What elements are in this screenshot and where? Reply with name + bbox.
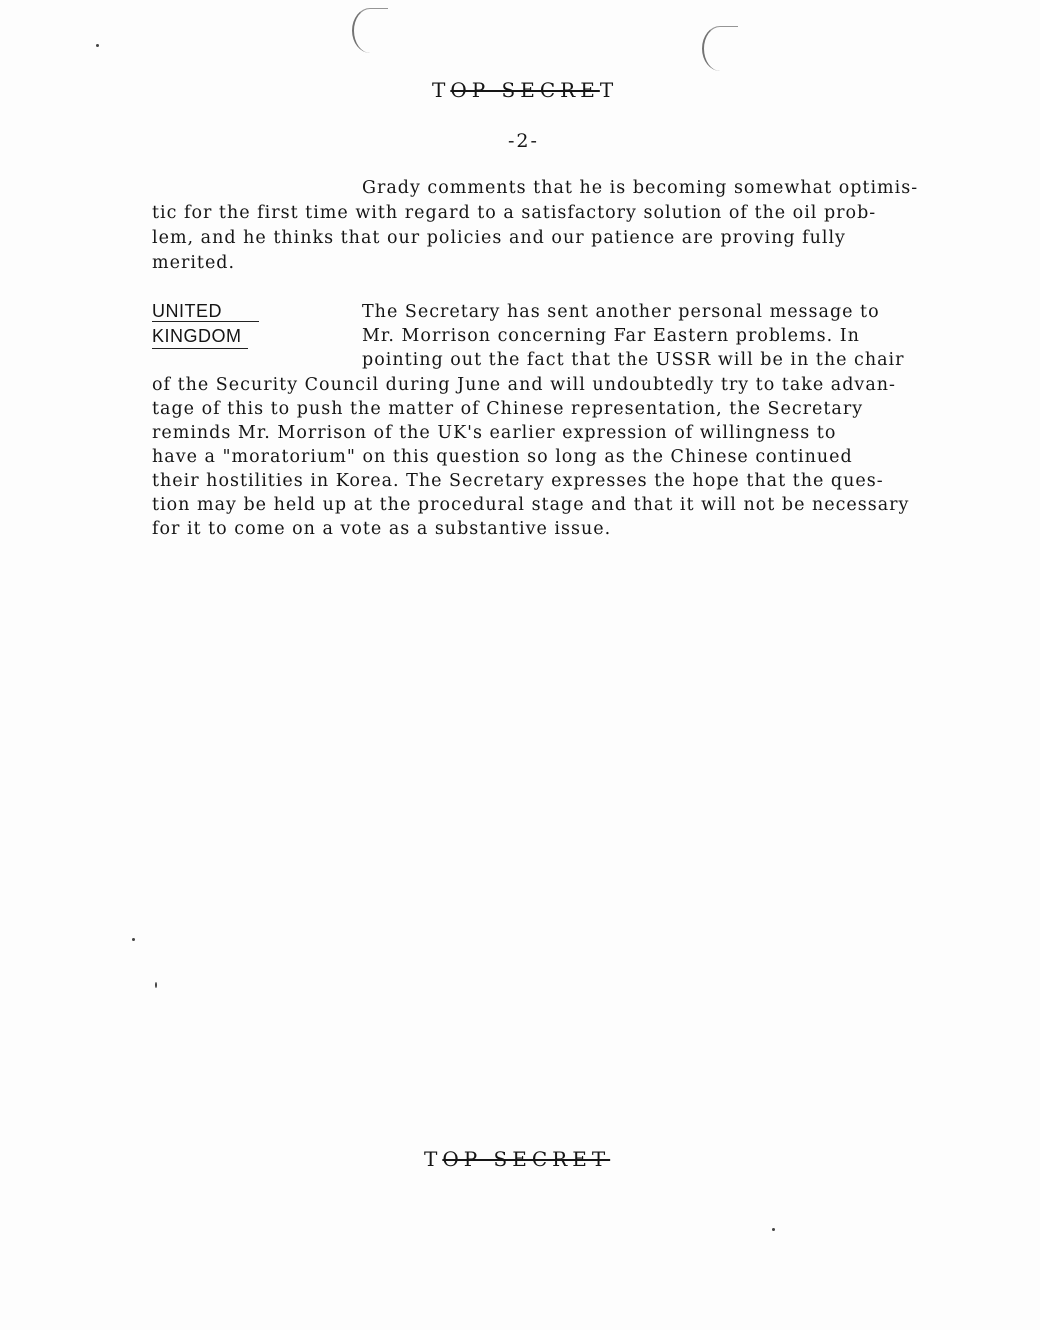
- paper-speck: [96, 44, 99, 47]
- paragraph-line: lem, and he thinks that our policies and our patience are proving fully: [152, 228, 846, 248]
- side-heading-line: UNITED: [152, 301, 222, 321]
- paragraph-line: Grady comments that he is becoming somewhat optimis-: [362, 178, 919, 198]
- paragraph-line: tic for the first time with regard to a satisfactory solution of the oil prob-: [152, 203, 877, 223]
- classification-struck-text: OP SECRET: [442, 1147, 611, 1171]
- paragraph-line: reminds Mr. Morrison of the UK's earlier expression of willingness to: [152, 423, 837, 443]
- paper-speck: [772, 1228, 775, 1231]
- paragraph-line: The Secretary has sent another personal message to: [362, 302, 880, 322]
- classification-last-letter: T: [599, 78, 619, 102]
- paragraph-line: have a "moratorium" on this question so long as the Chinese continued: [152, 447, 853, 467]
- paragraph-line: of the Security Council during June and will undoubtedly try to take advan-: [152, 375, 896, 395]
- heading-underline: [152, 321, 259, 322]
- classification-marking-top: [432, 78, 618, 102]
- paper-speck: [132, 938, 135, 941]
- paragraph-line: pointing out the fact that the USSR will be in the chair: [362, 350, 905, 370]
- classification-struck-text: OP SECRE: [450, 78, 600, 102]
- paragraph-line: Mr. Morrison concerning Far Eastern problems. In: [362, 326, 860, 346]
- classification-first-letter: T: [424, 1147, 443, 1171]
- page-number: -2-: [508, 130, 539, 152]
- paragraph-line: tage of this to push the matter of Chinese representation, the Secretary: [152, 399, 864, 419]
- punch-hole-mark: [352, 8, 388, 53]
- paragraph-line: their hostilities in Korea. The Secretary expresses the hope that the ques-: [152, 471, 884, 491]
- side-heading-line: KINGDOM: [152, 324, 248, 349]
- classification-marking-bottom: [424, 1147, 610, 1171]
- paragraph-line: for it to come on a vote as a substantive issue.: [152, 519, 612, 539]
- punch-hole-mark: [702, 26, 738, 71]
- classification-first-letter: T: [432, 78, 451, 102]
- paper-speck: [155, 982, 157, 988]
- paragraph-line: merited.: [152, 253, 236, 273]
- paragraph-line: tion may be held up at the procedural stage and that it will not be necessary: [152, 495, 910, 515]
